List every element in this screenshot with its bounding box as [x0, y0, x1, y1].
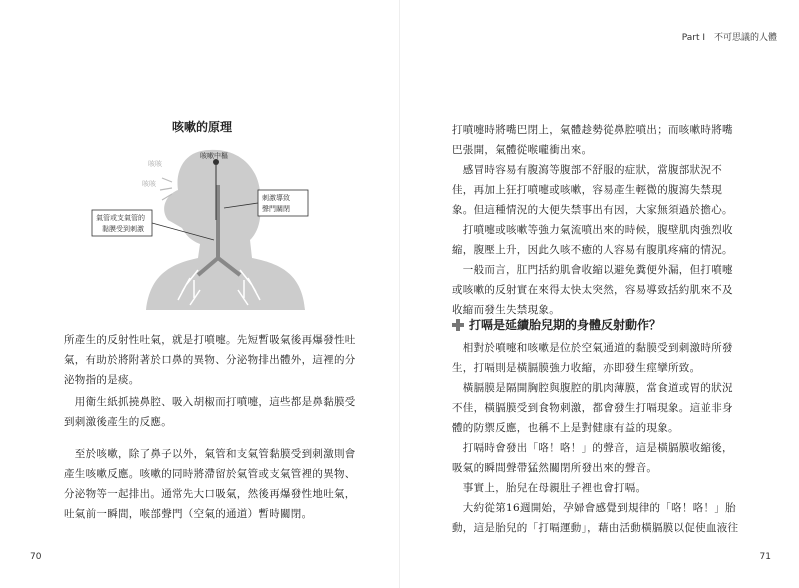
right-paragraph-5: 相對於噴嚏和咳嗽是位於空氣通道的黏膜受到刺激時所發生，打嗝則是橫膈膜強力收縮，亦即發生痙攣所致。 [452, 342, 733, 374]
svg-text:黏膜受到刺激: 黏膜受到刺激 [102, 225, 144, 233]
cough-diagram [90, 140, 360, 310]
right-paragraph-7: 打嗝時會發出「咯！咯！」的聲音，這是橫膈膜收縮後，吸氣的瞬間聲帶猛然關閉所發出來的聲音。 [452, 442, 733, 474]
left-paragraph-2: 用衛生紙抓撓鼻腔、吸入胡椒而打噴嚏，這些都是鼻黏膜受到刺激後產生的反應。 [64, 396, 356, 428]
running-header: Part I 不可思議的人體 [681, 33, 777, 43]
right-paragraph-1: 打噴嚏時將嘴巴閉上，氣體趁勢從鼻腔噴出；而咳嗽時將嘴巴張開，氣體從喉嚨衝出來。 [452, 124, 733, 156]
plus-icon [452, 319, 464, 331]
label-cough-center: 咳嗽中樞 [200, 152, 228, 160]
right-paragraph-9: 大約從第16週開始，孕婦會感覺到規律的「咯！咯！」胎動，這是胎兒的「打嗝運動」，藉由活動橫膈膜以促使血液往 [452, 502, 739, 534]
right-paragraph-3: 打噴嚏或咳嗽等強力氣流噴出來的時候，腹壁肌肉強烈收縮，腹壓上升，因此久咳不癒的人容易有腹肌疼痛的情況。 [452, 224, 733, 256]
figure-title: 咳嗽的原理 [172, 120, 233, 134]
svg-text:氣管或支氣管的: 氣管或支氣管的 [96, 214, 145, 222]
right-paragraph-6: 橫膈膜是隔開胸腔與腹腔的肌肉薄膜，當食道或胃的狀況不佳，橫膈膜受到食物刺激，都會發生打嗝現象。這並非身體的防禦反應，也稱不上是對健康有益的現象。 [452, 382, 733, 434]
label-cough-1: 咳咳 [148, 160, 162, 168]
svg-text:聲門關閉: 聲門關閉 [262, 205, 290, 213]
right-paragraph-8: 事實上，胎兒在母親肚子裡也會打嗝。 [452, 482, 647, 494]
right-paragraph-2: 感冒時容易有腹瀉等腹部不舒服的症狀，當腹部狀況不佳，再加上狂打噴嚏或咳嗽，容易產生輕微的腹瀉失禁現象。但這種情況的大便失禁事出有因，大家無須過於擔心。 [452, 164, 733, 216]
label-cough-2: 咳咳 [142, 180, 156, 188]
right-paragraph-4: 一般而言，肛門括約肌會收縮以避免糞便外漏，但打噴嚏或咳嗽的反射實在來得太快太突然，容易導致括約肌來不及收縮而發生失禁現象。 [452, 264, 733, 316]
left-page [0, 0, 399, 588]
body-silhouette [146, 150, 305, 310]
svg-text:刺激導致: 刺激導致 [262, 194, 290, 202]
section-heading-text: 打嗝是延續胎兒期的身體反射動作？ [469, 318, 662, 332]
section-heading [452, 316, 661, 333]
left-paragraph-3: 至於咳嗽，除了鼻子以外，氣管和支氣管黏膜受到刺激則會產生咳嗽反應。咳嗽的同時將滯留於氣管或支氣管裡的異物、分泌物等一起排出。通常先大口吸氣，然後再爆發性地吐氣，吐氣前一瞬間，喉部聲門（空氣的通道）暫時關閉。 [64, 448, 356, 520]
page-number-right: 71 [759, 552, 771, 562]
page-number-left: 70 [30, 552, 42, 562]
left-paragraph-1: 所產生的反射性吐氣，就是打噴嚏。先短暫吸氣後再爆發性吐氣，有助於將附著於口鼻的異物、分泌物排出體外，這裡的分泌物指的是痰。 [64, 334, 356, 386]
